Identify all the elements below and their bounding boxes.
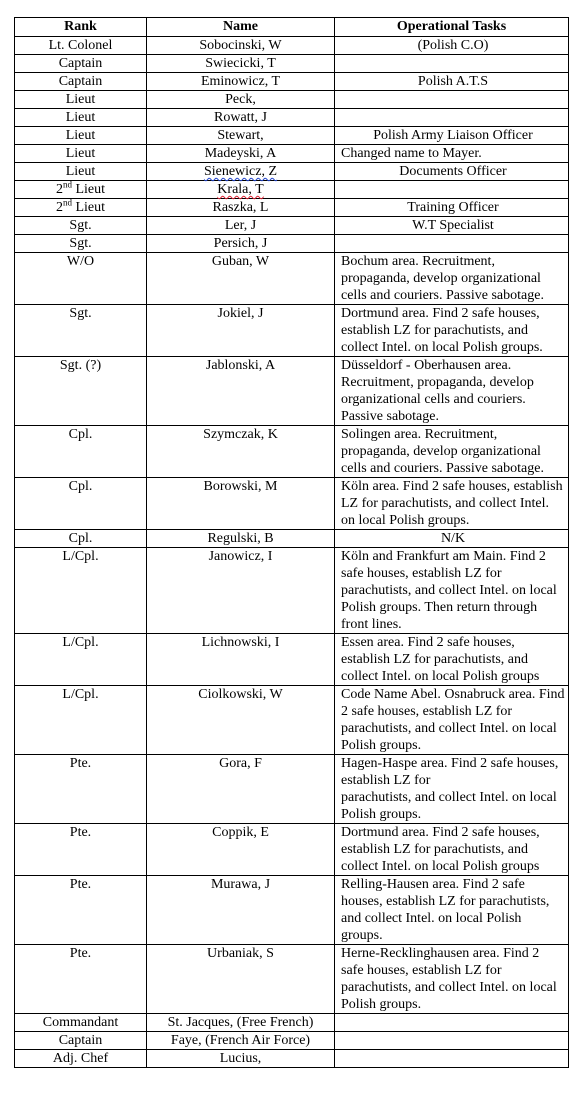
table-row xyxy=(15,876,569,945)
header-rank: Rank xyxy=(15,18,147,37)
table-row xyxy=(15,634,569,686)
rank-cell: Captain xyxy=(15,55,147,73)
name-cell: Swiecicki, T xyxy=(147,55,335,73)
rank-cell: Sgt. xyxy=(15,305,147,357)
name-cell: Szymczak, K xyxy=(147,426,335,478)
table-row xyxy=(15,1050,569,1068)
table-row xyxy=(15,55,569,73)
operational-task-cell: Köln and Frankfurt am Main. Find 2 safe houses, establish LZ for parachutists, and collect Intel. on local Polish groups. Then return through front lines. xyxy=(335,548,569,634)
table-row xyxy=(15,253,569,305)
table-row xyxy=(15,127,569,145)
operational-task-cell: Dortmund area. Find 2 safe houses, establish LZ for parachutists, and collect Intel. on local Polish groups xyxy=(335,824,569,876)
rank-ordinal-suffix: nd xyxy=(62,197,72,208)
operational-task-cell: parachutists, and collect Intel. on local Polish groups. xyxy=(335,789,569,824)
operational-task-cell xyxy=(335,235,569,253)
name-cell: Murawa, J xyxy=(147,876,335,945)
rank-cell: Lieut xyxy=(15,127,147,145)
operational-task-cell: N/K xyxy=(335,530,569,548)
name-cell: Sienewicz, Z xyxy=(147,163,335,181)
table-row xyxy=(15,37,569,55)
name-cell: Ler, J xyxy=(147,217,335,235)
name-cell: Lucius, xyxy=(147,1050,335,1068)
rank-cell: Captain xyxy=(15,73,147,91)
table-row xyxy=(15,145,569,163)
name-cell: Gora, F xyxy=(147,755,335,790)
rank-cell: Lt. Colonel xyxy=(15,37,147,55)
rank-cell: W/O xyxy=(15,253,147,305)
rank-number: 2 xyxy=(55,200,63,215)
operational-task-cell: Köln area. Find 2 safe houses, establish LZ for parachutists, and collect Intel. on local Polish groups. xyxy=(335,478,569,530)
rank-cell: L/Cpl. xyxy=(15,686,147,755)
operational-task-cell xyxy=(335,1032,569,1050)
name-cell: Rowatt, J xyxy=(147,109,335,127)
table-row xyxy=(15,357,569,426)
rank-title: Lieut xyxy=(71,182,106,197)
rank-cell xyxy=(15,199,147,217)
name-cell: St. Jacques, (Free French) xyxy=(147,1014,335,1032)
rank-cell: Adj. Chef xyxy=(15,1050,147,1068)
operational-task-cell xyxy=(335,1014,569,1032)
operational-task-cell: Solingen area. Recruitment, propaganda, develop organizational cells and couriers. Passive sabotage. xyxy=(335,426,569,478)
header-operational-tasks: Operational Tasks xyxy=(335,18,569,37)
rank-cell: Sgt. xyxy=(15,235,147,253)
table-row xyxy=(15,530,569,548)
table-row xyxy=(15,235,569,253)
name-cell: Regulski, B xyxy=(147,530,335,548)
operational-task-cell xyxy=(335,91,569,109)
table-row xyxy=(15,1014,569,1032)
table-row xyxy=(15,755,569,790)
name-cell: Krala, T xyxy=(147,181,335,199)
operational-task-cell: Training Officer xyxy=(335,199,569,217)
rank-cell: Pte. xyxy=(15,945,147,1014)
operational-task-cell: Essen area. Find 2 safe houses, establish LZ for parachutists, and collect Intel. on local Polish groups xyxy=(335,634,569,686)
name-cell: Faye, (French Air Force) xyxy=(147,1032,335,1050)
operational-task-cell: Bochum area. Recruitment, propaganda, develop organizational cells and couriers. Passive sabotage. xyxy=(335,253,569,305)
name-cell: Jablonski, A xyxy=(147,357,335,426)
operational-task-cell: Düsseldorf - Oberhausen area. Recruitment, propaganda, develop organizational cells and couriers. Passive sabotage. xyxy=(335,357,569,426)
name-cell xyxy=(147,789,335,824)
rank-cell: L/Cpl. xyxy=(15,548,147,634)
rank-cell: Sgt. xyxy=(15,217,147,235)
name-cell: Coppik, E xyxy=(147,824,335,876)
name-cell: Persich, J xyxy=(147,235,335,253)
rank-cell: Pte. xyxy=(15,755,147,790)
table-row xyxy=(15,217,569,235)
name-cell: Janowicz, I xyxy=(147,548,335,634)
operational-task-cell: Documents Officer xyxy=(335,163,569,181)
name-cell: Madeyski, A xyxy=(147,145,335,163)
table-row xyxy=(15,181,569,199)
operational-task-cell: Changed name to Mayer. xyxy=(335,145,569,163)
name-cell: Guban, W xyxy=(147,253,335,305)
operational-task-cell: Herne-Recklinghausen area. Find 2 safe houses, establish LZ for parachutists, and collect Intel. on local Polish groups. xyxy=(335,945,569,1014)
rank-cell: Commandant xyxy=(15,1014,147,1032)
rank-cell: Lieut xyxy=(15,109,147,127)
rank-ordinal-suffix: nd xyxy=(62,179,72,190)
rank-cell xyxy=(15,789,147,824)
operational-task-cell: (Polish C.O) xyxy=(335,37,569,55)
rank-cell: Captain xyxy=(15,1032,147,1050)
table-row xyxy=(15,789,569,824)
name-cell: Sobocinski, W xyxy=(147,37,335,55)
rank-cell: Pte. xyxy=(15,824,147,876)
table-row xyxy=(15,109,569,127)
name-cell: Ciolkowski, W xyxy=(147,686,335,755)
name-cell: Jokiel, J xyxy=(147,305,335,357)
operational-task-cell: W.T Specialist xyxy=(335,217,569,235)
table-row xyxy=(15,73,569,91)
table-row xyxy=(15,945,569,1014)
operational-task-cell: Polish A.T.S xyxy=(335,73,569,91)
rank-cell xyxy=(15,181,147,199)
operational-task-cell xyxy=(335,109,569,127)
table-body xyxy=(15,37,569,1068)
table-row xyxy=(15,478,569,530)
operational-task-cell xyxy=(335,55,569,73)
operational-task-cell xyxy=(335,1050,569,1068)
header-name: Name xyxy=(147,18,335,37)
table-row xyxy=(15,305,569,357)
rank-cell: Cpl. xyxy=(15,478,147,530)
header-row xyxy=(15,18,569,37)
operational-task-cell: Code Name Abel. Osnabruck area. Find 2 safe houses, establish LZ for parachutists, and collect Intel. on local Polish groups. xyxy=(335,686,569,755)
name-cell: Peck, xyxy=(147,91,335,109)
table-row xyxy=(15,91,569,109)
table-row xyxy=(15,686,569,755)
table-row xyxy=(15,163,569,181)
name-cell: Raszka, L xyxy=(147,199,335,217)
name-cell: Urbaniak, S xyxy=(147,945,335,1014)
rank-cell: Cpl. xyxy=(15,530,147,548)
rank-cell: L/Cpl. xyxy=(15,634,147,686)
rank-cell: Cpl. xyxy=(15,426,147,478)
operational-task-cell: Dortmund area. Find 2 safe houses, establish LZ for parachutists, and collect Intel. on local Polish groups. xyxy=(335,305,569,357)
name-cell: Stewart, xyxy=(147,127,335,145)
personnel-table xyxy=(14,17,569,1068)
operational-task-cell xyxy=(335,181,569,199)
rank-cell: Pte. xyxy=(15,876,147,945)
name-cell: Borowski, M xyxy=(147,478,335,530)
name-cell: Lichnowski, I xyxy=(147,634,335,686)
table-row xyxy=(15,824,569,876)
rank-title: Lieut xyxy=(71,200,106,215)
rank-cell: Lieut xyxy=(15,91,147,109)
table-row xyxy=(15,548,569,634)
rank-cell: Lieut xyxy=(15,145,147,163)
operational-task-cell: Relling-Hausen area. Find 2 safe houses, establish LZ for parachutists, and collect Intel. on local Polish groups. xyxy=(335,876,569,945)
operational-task-cell: Hagen-Haspe area. Find 2 safe houses, establish LZ for xyxy=(335,755,569,790)
table-row xyxy=(15,199,569,217)
rank-number: 2 xyxy=(55,182,63,197)
name-cell: Eminowicz, T xyxy=(147,73,335,91)
rank-cell: Sgt. (?) xyxy=(15,357,147,426)
table-row xyxy=(15,426,569,478)
table-row xyxy=(15,1032,569,1050)
operational-task-cell: Polish Army Liaison Officer xyxy=(335,127,569,145)
rank-cell: Lieut xyxy=(15,163,147,181)
